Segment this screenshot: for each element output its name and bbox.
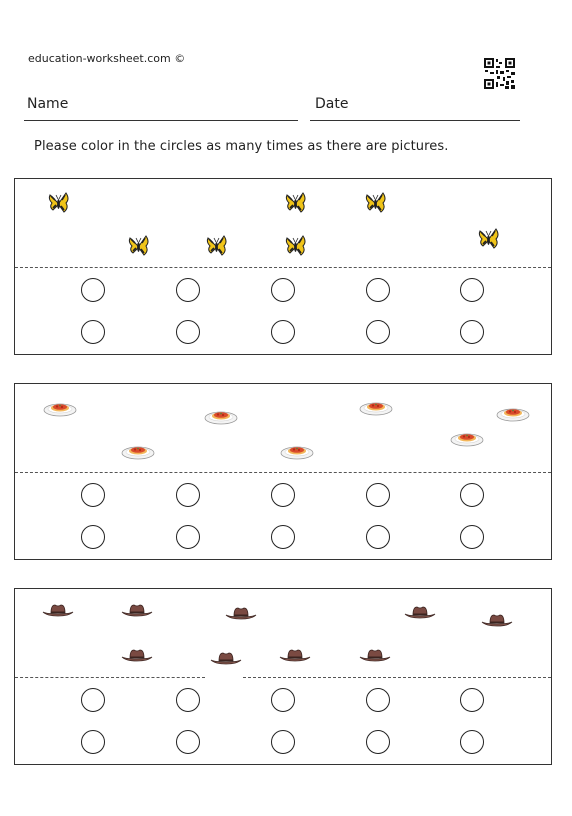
butterfly-icon	[47, 191, 71, 215]
answer-circle[interactable]	[366, 320, 390, 344]
answer-circle[interactable]	[176, 730, 200, 754]
answer-circle[interactable]	[271, 688, 295, 712]
answer-circle[interactable]	[271, 483, 295, 507]
cowboy-hat-icon	[121, 647, 153, 665]
answer-circle[interactable]	[176, 320, 200, 344]
answer-circle[interactable]	[460, 730, 484, 754]
butterfly-section	[14, 178, 552, 355]
answer-circle[interactable]	[271, 525, 295, 549]
cowboy-hat-icon	[210, 650, 242, 668]
answer-circle[interactable]	[366, 483, 390, 507]
butterfly-icon	[477, 227, 501, 251]
answer-circle[interactable]	[271, 320, 295, 344]
spaghetti-section	[14, 383, 552, 560]
answer-circle[interactable]	[81, 525, 105, 549]
spaghetti-plate-icon	[204, 406, 238, 426]
answer-circle[interactable]	[460, 688, 484, 712]
answer-circle[interactable]	[81, 730, 105, 754]
answer-circle[interactable]	[366, 688, 390, 712]
spaghetti-plate-icon	[359, 397, 393, 417]
section-divider	[15, 472, 551, 473]
answer-circle[interactable]	[81, 483, 105, 507]
answer-circle[interactable]	[176, 483, 200, 507]
hat-section	[14, 588, 552, 765]
cowboy-hat-icon	[279, 647, 311, 665]
spaghetti-plate-icon	[280, 441, 314, 461]
answer-circle[interactable]	[460, 483, 484, 507]
date-line[interactable]	[310, 120, 520, 121]
section-divider	[243, 677, 551, 678]
answer-circle[interactable]	[176, 688, 200, 712]
answer-circle[interactable]	[271, 278, 295, 302]
answer-circle[interactable]	[460, 525, 484, 549]
section-divider	[15, 677, 205, 678]
butterfly-icon	[284, 191, 308, 215]
name-label: Name	[27, 96, 69, 112]
qr-code-icon	[483, 57, 516, 90]
answer-circle[interactable]	[366, 525, 390, 549]
answer-circle[interactable]	[176, 278, 200, 302]
answer-circle[interactable]	[460, 278, 484, 302]
butterfly-icon	[127, 234, 151, 258]
cowboy-hat-icon	[225, 605, 257, 623]
butterfly-icon	[284, 234, 308, 258]
instruction-text: Please color in the circles as many times as there are pictures.	[34, 139, 449, 154]
cowboy-hat-icon	[359, 647, 391, 665]
cowboy-hat-icon	[481, 612, 513, 630]
answer-circle[interactable]	[81, 278, 105, 302]
answer-circle[interactable]	[366, 278, 390, 302]
cowboy-hat-icon	[121, 602, 153, 620]
answer-circle[interactable]	[460, 320, 484, 344]
name-line[interactable]	[24, 120, 298, 121]
spaghetti-plate-icon	[43, 398, 77, 418]
answer-circle[interactable]	[81, 320, 105, 344]
date-label: Date	[315, 96, 349, 112]
butterfly-icon	[364, 191, 388, 215]
spaghetti-plate-icon	[450, 428, 484, 448]
butterfly-icon	[205, 234, 229, 258]
cowboy-hat-icon	[42, 602, 74, 620]
answer-circle[interactable]	[366, 730, 390, 754]
answer-circle[interactable]	[81, 688, 105, 712]
site-name: education-worksheet.com ©	[28, 52, 186, 65]
cowboy-hat-icon	[404, 604, 436, 622]
answer-circle[interactable]	[176, 525, 200, 549]
spaghetti-plate-icon	[121, 441, 155, 461]
spaghetti-plate-icon	[496, 403, 530, 423]
section-divider	[15, 267, 551, 268]
answer-circle[interactable]	[271, 730, 295, 754]
